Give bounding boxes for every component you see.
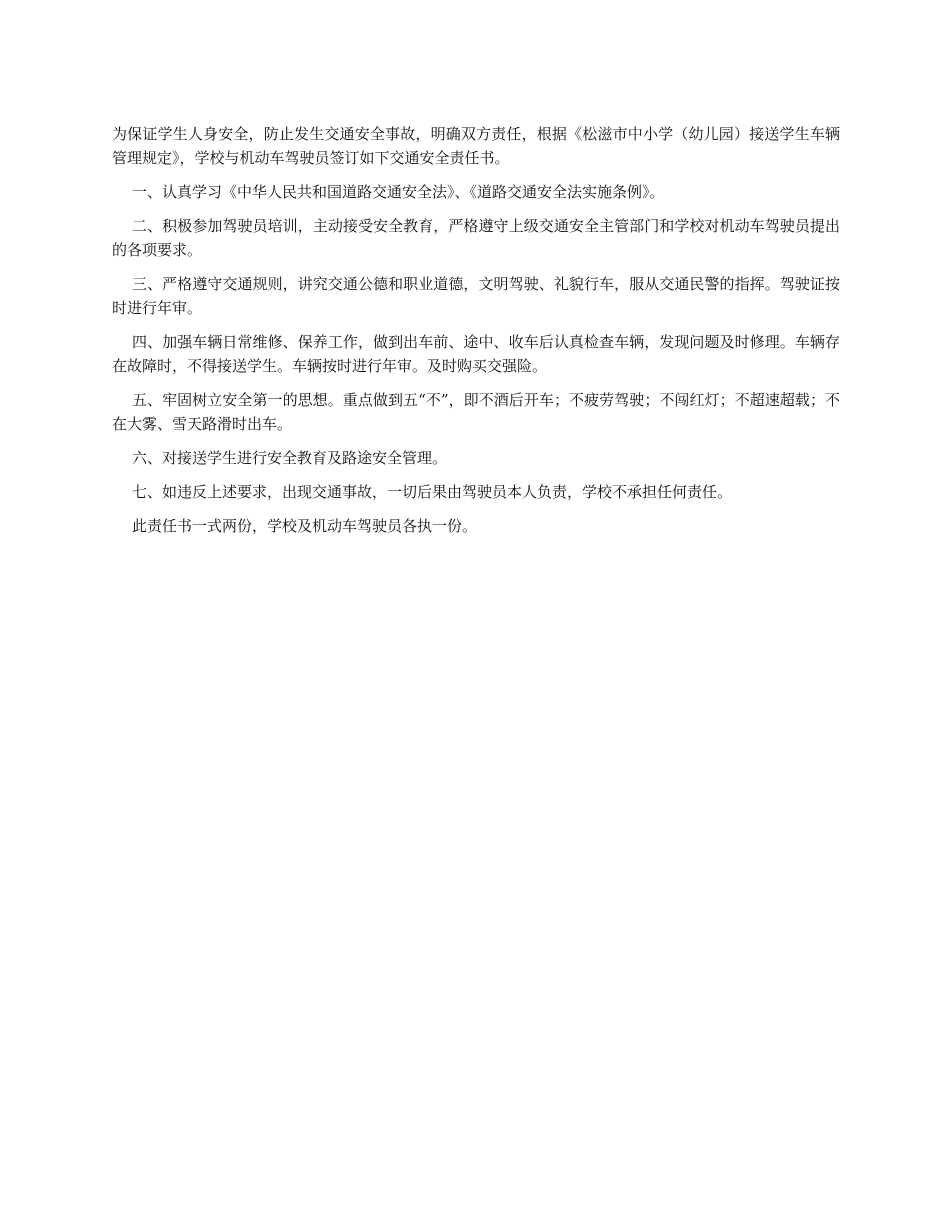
clause-6-paragraph: 六、对接送学生进行安全教育及路途安全管理。 — [132, 449, 448, 467]
clause-5-paragraph: 五、牢固树立安全第一的思想。重点做到五“不”，即不酒后开车；不疲劳驾驶；不闯红灯；不超速超载；不在大雾、雪天路滑时出车。 — [112, 391, 840, 433]
intro-paragraph: 为保证学生人身安全，防止发生交通安全事故，明确双方责任，根据《松滋市中小学（幼儿园）接送学生车辆管理规定》，学校与机动车驾驶员签订如下交通安全责任书。 — [112, 125, 840, 167]
clause-4-paragraph: 四、加强车辆日常维修、保养工作，做到出车前、途中、收车后认真检查车辆，发现问题及时修理。车辆存在故障时，不得接送学生。车辆按时进行年审。及时购买交强险。 — [112, 333, 840, 375]
clause-3-paragraph: 三、严格遵守交通规则，讲究交通公德和职业道德，文明驾驶、礼貌行车，服从交通民警的指挥。驾驶证按时进行年审。 — [112, 275, 840, 317]
closing-paragraph: 此责任书一式两份，学校及机动车驾驶员各执一份。 — [132, 517, 478, 535]
clause-1-paragraph: 一、认真学习《中华人民共和国道路交通安全法》、《道路交通安全法实施条例》。 — [132, 183, 665, 201]
clause-2-paragraph: 二、积极参加驾驶员培训，主动接受安全教育，严格遵守上级交通安全主管部门和学校对机动车驾驶员提出的各项要求。 — [112, 217, 840, 259]
document-body — [112, 122, 840, 548]
clause-7-paragraph: 七、如违反上述要求，出现交通事故，一切后果由驾驶员本人负责，学校不承担任何责任。 — [132, 483, 733, 501]
